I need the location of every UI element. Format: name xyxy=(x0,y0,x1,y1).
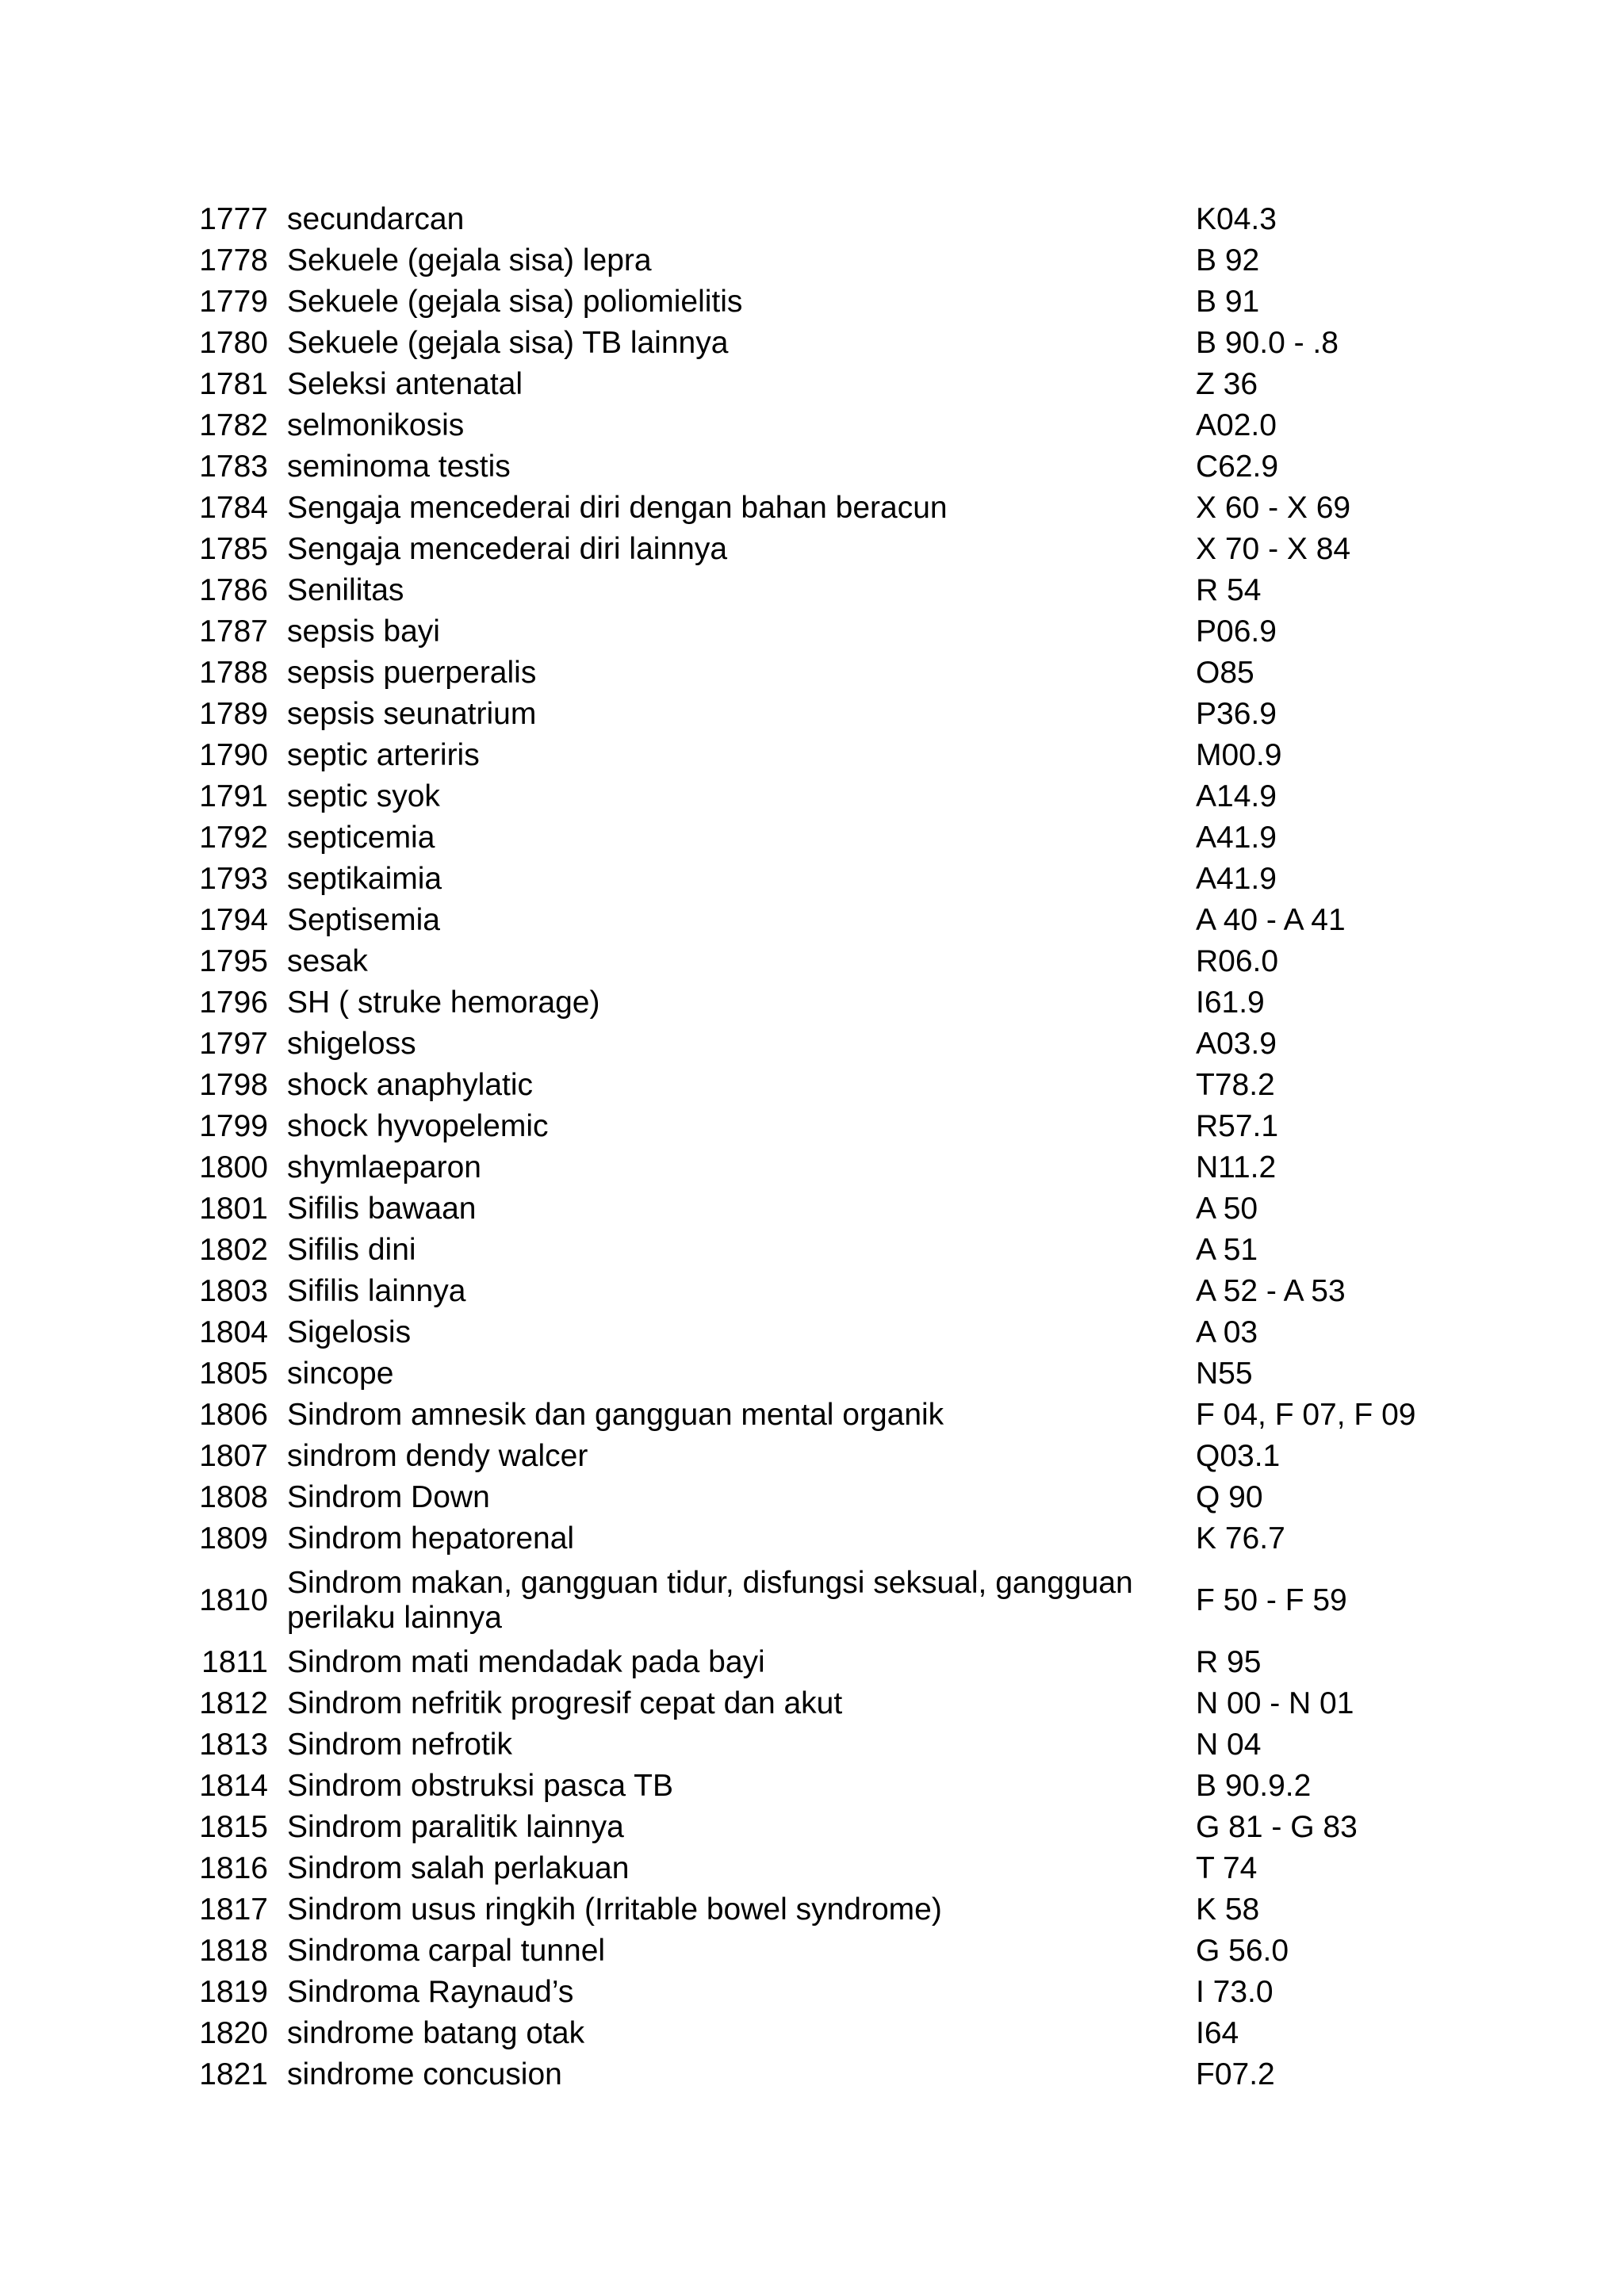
icd-code: G 56.0 xyxy=(1196,1934,1289,1968)
row-number: 1786 xyxy=(199,573,268,607)
diagnosis-name: Sindrom nefritik progresif cepat dan akut xyxy=(287,1686,843,1720)
table-row xyxy=(187,1477,1408,1518)
icd-code: I61.9 xyxy=(1196,985,1265,1020)
row-number: 1798 xyxy=(199,1068,268,1102)
icd-code: R57.1 xyxy=(1196,1109,1279,1143)
table-row xyxy=(187,1518,1408,1559)
icd-code: N55 xyxy=(1196,1357,1253,1391)
row-number: 1795 xyxy=(199,944,268,978)
diagnosis-name: Sengaja mencederai diri dengan bahan beracun xyxy=(287,491,948,525)
diagnosis-name: shigeloss xyxy=(287,1027,416,1061)
diagnosis-name: septic arteriris xyxy=(287,738,480,772)
table-row xyxy=(187,1024,1408,1065)
icd-code: X 60 - X 69 xyxy=(1196,491,1351,525)
icd-code: F 04, F 07, F 09 xyxy=(1196,1398,1416,1432)
icd-code: N11.2 xyxy=(1196,1150,1277,1184)
icd-code: P06.9 xyxy=(1196,614,1277,649)
icd-code: K 58 xyxy=(1196,1892,1260,1927)
icd-code: O85 xyxy=(1196,656,1254,690)
table-row xyxy=(187,1353,1408,1395)
row-number: 1802 xyxy=(199,1233,268,1267)
diagnosis-name: Sindroma Raynaud’s xyxy=(287,1975,574,2009)
diagnosis-name: Seleksi antenatal xyxy=(287,367,523,401)
diagnosis-name: Senilitas xyxy=(287,573,404,607)
diagnosis-name: Sekuele (gejala sisa) lepra xyxy=(287,243,652,277)
icd-code: R 95 xyxy=(1196,1645,1262,1679)
row-number: 1812 xyxy=(199,1686,268,1720)
row-number: 1821 xyxy=(199,2057,268,2091)
icd-code: B 90.9.2 xyxy=(1196,1769,1312,1803)
icd-code: A14.9 xyxy=(1196,779,1277,813)
diagnosis-name: shock hyvopelemic xyxy=(287,1109,549,1143)
diagnosis-name: sindrome batang otak xyxy=(287,2016,585,2050)
icd-code: F07.2 xyxy=(1196,2057,1275,2091)
table-row xyxy=(187,240,1408,281)
diagnosis-name: sincope xyxy=(287,1357,394,1391)
row-number: 1813 xyxy=(199,1728,268,1762)
row-number: 1792 xyxy=(199,821,268,855)
table-row xyxy=(187,859,1408,900)
icd-code: A41.9 xyxy=(1196,821,1277,855)
table-row xyxy=(187,1766,1408,1807)
diagnosis-name: sepsis seunatrium xyxy=(287,697,537,731)
table-row xyxy=(187,776,1408,817)
row-number: 1783 xyxy=(199,450,268,484)
icd-code: T 74 xyxy=(1196,1851,1258,1885)
diagnosis-name: Sindrom obstruksi pasca TB xyxy=(287,1769,673,1803)
diagnosis-name: shymlaeparon xyxy=(287,1150,481,1184)
icd-code: B 90.0 - .8 xyxy=(1196,326,1339,360)
table-row xyxy=(187,1972,1408,2013)
row-number: 1782 xyxy=(199,408,268,442)
table-row xyxy=(187,529,1408,570)
table-row xyxy=(187,1683,1408,1724)
icd-code: B 91 xyxy=(1196,285,1260,319)
diagnosis-name: sindrome concusion xyxy=(287,2057,562,2091)
table-row xyxy=(187,1312,1408,1353)
icd-code: K 76.7 xyxy=(1196,1521,1285,1556)
diagnosis-name: Sifilis lainnya xyxy=(287,1274,466,1308)
row-number: 1780 xyxy=(199,326,268,360)
table-row xyxy=(187,900,1408,941)
diagnosis-name: Sengaja mencederai diri lainnya xyxy=(287,532,728,566)
table-row xyxy=(187,1147,1408,1188)
row-number: 1794 xyxy=(199,903,268,937)
table-row xyxy=(187,1724,1408,1766)
row-number: 1785 xyxy=(199,532,268,566)
table-row xyxy=(187,2054,1408,2095)
table-row xyxy=(187,1188,1408,1230)
diagnosis-name: Septisemia xyxy=(287,903,440,937)
table-row xyxy=(187,2013,1408,2054)
row-number: 1787 xyxy=(199,614,268,649)
icd-code-table xyxy=(187,199,1416,2095)
row-number: 1777 xyxy=(199,202,268,236)
row-number: 1799 xyxy=(199,1109,268,1143)
row-number: 1778 xyxy=(199,243,268,277)
row-number: 1807 xyxy=(199,1439,268,1473)
row-number: 1784 xyxy=(199,491,268,525)
icd-code: A03.9 xyxy=(1196,1027,1277,1061)
diagnosis-name: Sindrom salah perlakuan xyxy=(287,1851,630,1885)
icd-code: I 73.0 xyxy=(1196,1975,1274,2009)
diagnosis-name: Sindroma carpal tunnel xyxy=(287,1934,606,1968)
table-row xyxy=(187,446,1408,488)
row-number: 1808 xyxy=(199,1480,268,1514)
diagnosis-name: Sindrom hepatorenal xyxy=(287,1521,575,1556)
table-row xyxy=(187,1559,1408,1642)
diagnosis-name: Sindrom Down xyxy=(287,1480,490,1514)
diagnosis-name: septicemia xyxy=(287,821,435,855)
row-number: 1818 xyxy=(199,1934,268,1968)
row-number: 1796 xyxy=(199,985,268,1020)
row-number: 1806 xyxy=(199,1398,268,1432)
diagnosis-name: shock anaphylatic xyxy=(287,1068,534,1102)
row-number: 1805 xyxy=(199,1357,268,1391)
table-row xyxy=(187,199,1408,240)
table-row xyxy=(187,1106,1408,1147)
icd-code: F 50 - F 59 xyxy=(1196,1583,1347,1617)
diagnosis-name: seminoma testis xyxy=(287,450,511,484)
table-row xyxy=(187,1271,1408,1312)
table-row xyxy=(187,1230,1408,1271)
icd-code: A41.9 xyxy=(1196,862,1277,896)
row-number: 1811 xyxy=(201,1645,268,1679)
icd-code: G 81 - G 83 xyxy=(1196,1810,1358,1844)
table-row xyxy=(187,1436,1408,1477)
diagnosis-name: SH ( struke hemorage) xyxy=(287,985,600,1020)
icd-code: I64 xyxy=(1196,2016,1239,2050)
diagnosis-name: Sindrom nefrotik xyxy=(287,1728,512,1762)
diagnosis-name: Sindrom makan, gangguan tidur, disfungsi seksual, gangguan perilaku lainnya xyxy=(287,1566,1133,1635)
table-row xyxy=(187,1848,1408,1889)
row-number: 1803 xyxy=(199,1274,268,1308)
diagnosis-name: selmonikosis xyxy=(287,408,465,442)
row-number: 1797 xyxy=(199,1027,268,1061)
diagnosis-name: septic syok xyxy=(287,779,440,813)
icd-code: M00.9 xyxy=(1196,738,1282,772)
row-number: 1804 xyxy=(199,1315,268,1349)
table-row xyxy=(187,405,1408,446)
row-number: 1781 xyxy=(199,367,268,401)
table-row xyxy=(187,1931,1408,1972)
row-number: 1819 xyxy=(199,1975,268,2009)
row-number: 1814 xyxy=(199,1769,268,1803)
row-number: 1809 xyxy=(199,1521,268,1556)
row-number: 1793 xyxy=(199,862,268,896)
table-row xyxy=(187,1395,1408,1436)
table-row xyxy=(187,364,1408,405)
diagnosis-name: Sindrom amnesik dan gangguan mental organik xyxy=(287,1398,944,1432)
diagnosis-name: sepsis bayi xyxy=(287,614,440,649)
diagnosis-name: Sifilis dini xyxy=(287,1233,416,1267)
table-row xyxy=(187,735,1408,776)
row-number: 1790 xyxy=(199,738,268,772)
diagnosis-name: Sifilis bawaan xyxy=(287,1192,477,1226)
row-number: 1801 xyxy=(199,1192,268,1226)
icd-code: A02.0 xyxy=(1196,408,1277,442)
icd-code: N 04 xyxy=(1196,1728,1262,1762)
diagnosis-name: Sindrom mati mendadak pada bayi xyxy=(287,1645,765,1679)
table-row xyxy=(187,982,1408,1024)
icd-code: A 50 xyxy=(1196,1192,1258,1226)
row-number: 1817 xyxy=(199,1892,268,1927)
table-row xyxy=(187,281,1408,323)
table-row xyxy=(187,652,1408,694)
row-number: 1789 xyxy=(199,697,268,731)
icd-code: A 52 - A 53 xyxy=(1196,1274,1346,1308)
table-row xyxy=(187,941,1408,982)
icd-code: X 70 - X 84 xyxy=(1196,532,1351,566)
icd-code: A 03 xyxy=(1196,1315,1258,1349)
diagnosis-name: septikaimia xyxy=(287,862,442,896)
icd-code: N 00 - N 01 xyxy=(1196,1686,1354,1720)
diagnosis-name: Sekuele (gejala sisa) TB lainnya xyxy=(287,326,729,360)
icd-code: R06.0 xyxy=(1196,944,1279,978)
icd-code: Q03.1 xyxy=(1196,1439,1281,1473)
diagnosis-name: sindrom dendy walcer xyxy=(287,1439,588,1473)
icd-code: Z 36 xyxy=(1196,367,1258,401)
diagnosis-name: sepsis puerperalis xyxy=(287,656,537,690)
row-number: 1791 xyxy=(199,779,268,813)
icd-code: C62.9 xyxy=(1196,450,1279,484)
diagnosis-name: Sindrom paralitik lainnya xyxy=(287,1810,624,1844)
icd-code: A 51 xyxy=(1196,1233,1258,1267)
row-number: 1815 xyxy=(199,1810,268,1844)
diagnosis-name: secundarcan xyxy=(287,202,465,236)
table-row xyxy=(187,1889,1408,1931)
icd-code: R 54 xyxy=(1196,573,1262,607)
icd-code: A 40 - A 41 xyxy=(1196,903,1346,937)
row-number: 1820 xyxy=(199,2016,268,2050)
table-body xyxy=(187,199,1416,2095)
row-number: 1816 xyxy=(199,1851,268,1885)
icd-code: K04.3 xyxy=(1196,202,1277,236)
table-row xyxy=(187,323,1408,364)
row-number: 1800 xyxy=(199,1150,268,1184)
row-number: 1779 xyxy=(199,285,268,319)
table-row xyxy=(187,817,1408,859)
table-row xyxy=(187,694,1408,735)
table-row xyxy=(187,1642,1408,1683)
row-number: 1788 xyxy=(199,656,268,690)
diagnosis-name: Sindrom usus ringkih (Irritable bowel syndrome) xyxy=(287,1892,942,1927)
diagnosis-name: Sigelosis xyxy=(287,1315,412,1349)
table-row xyxy=(187,1807,1408,1848)
table-row xyxy=(187,570,1408,611)
icd-code: Q 90 xyxy=(1196,1480,1263,1514)
icd-code: T78.2 xyxy=(1196,1068,1275,1102)
icd-code: P36.9 xyxy=(1196,697,1277,731)
diagnosis-name: Sekuele (gejala sisa) poliomielitis xyxy=(287,285,743,319)
row-number: 1810 xyxy=(199,1583,268,1617)
icd-code: B 92 xyxy=(1196,243,1260,277)
diagnosis-name: sesak xyxy=(287,944,368,978)
table-row xyxy=(187,488,1408,529)
table-row xyxy=(187,1065,1408,1106)
table-row xyxy=(187,611,1408,652)
